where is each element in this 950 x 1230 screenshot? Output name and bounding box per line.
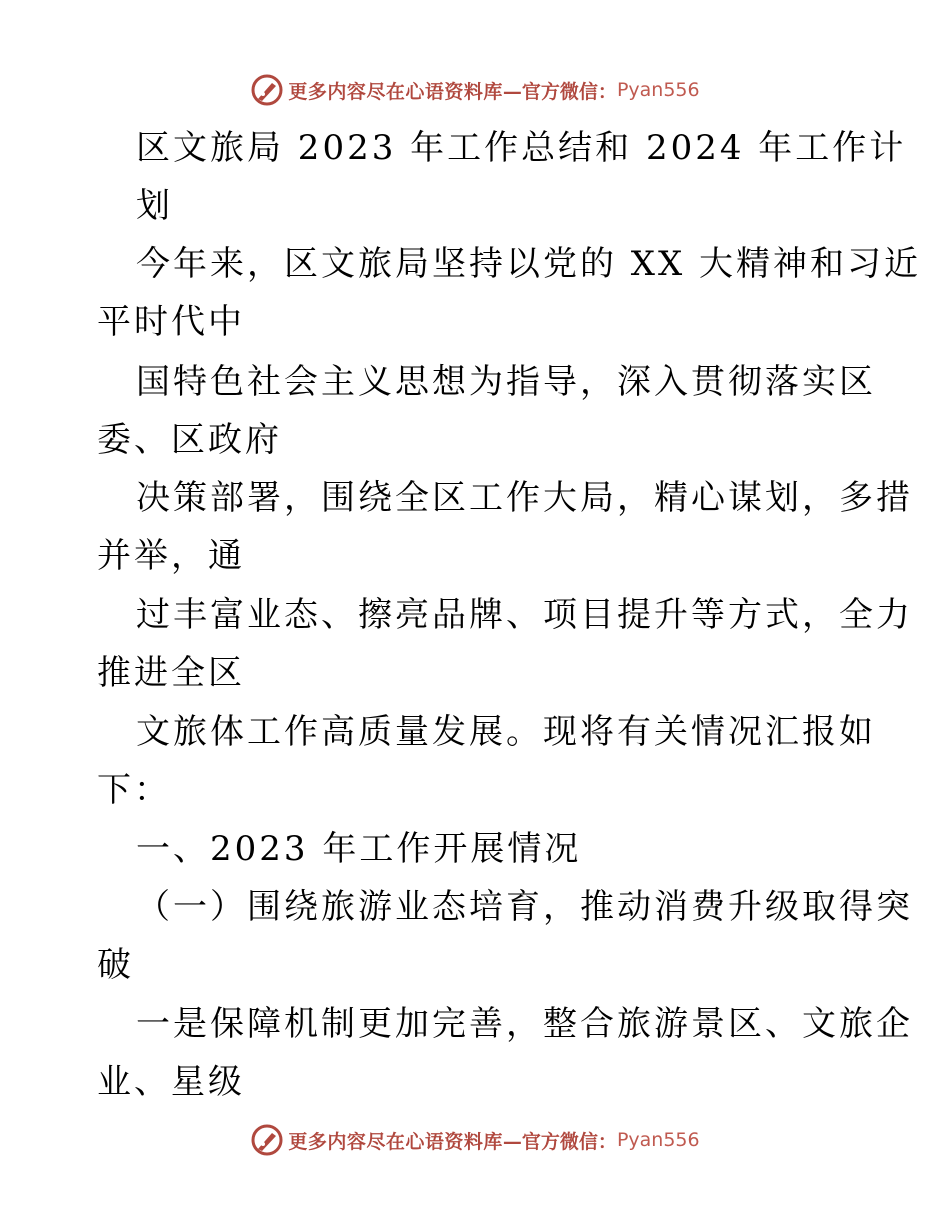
doc-line: 委、区政府 [97, 420, 282, 460]
doc-line: 过丰富业态、擦亮品牌、项目提升等方式，全力 [136, 595, 913, 635]
pen-logo-icon [250, 73, 284, 107]
doc-line: 推进全区 [97, 653, 245, 693]
doc-line: 决策部署，围绕全区工作大局，精心谋划，多措 [136, 478, 913, 518]
section-heading: 一、2023 年工作开展情况 [136, 829, 582, 869]
header-watermark-sep: —官方微信： [502, 80, 617, 103]
doc-line: 今年来，区文旅局坚持以党的 XX 大精神和习近 [136, 244, 922, 284]
footer-watermark-text: 更多内容尽在心语资料库 [288, 1130, 503, 1153]
doc-line: 平时代中 [97, 302, 245, 342]
footer-watermark-sep: —官方微信： [502, 1130, 617, 1153]
doc-line: 并举，通 [97, 536, 245, 576]
doc-line: 文旅体工作高质量发展。现将有关情况汇报如 [136, 712, 876, 752]
header-watermark-text: 更多内容尽在心语资料库 [288, 80, 503, 103]
doc-line: 业、星级 [97, 1062, 245, 1102]
header-watermark [0, 70, 950, 110]
doc-line: 划 [136, 186, 173, 226]
footer-watermark-id: Pyan556 [616, 1129, 700, 1151]
doc-line: 下： [97, 770, 171, 810]
subsection-heading: （一）围绕旅游业态培育，推动消费升级取得突 [136, 887, 913, 927]
doc-line: 国特色社会主义思想为指导，深入贯彻落实区 [136, 362, 876, 402]
pen-logo-icon [250, 1123, 284, 1157]
doc-line: 区文旅局 2023 年工作总结和 2024 年工作计 [136, 128, 907, 168]
doc-line: 破 [97, 945, 134, 985]
footer-watermark [0, 1120, 950, 1160]
doc-line: 一是保障机制更加完善，整合旅游景区、文旅企 [136, 1004, 913, 1044]
header-watermark-id: Pyan556 [616, 79, 700, 101]
